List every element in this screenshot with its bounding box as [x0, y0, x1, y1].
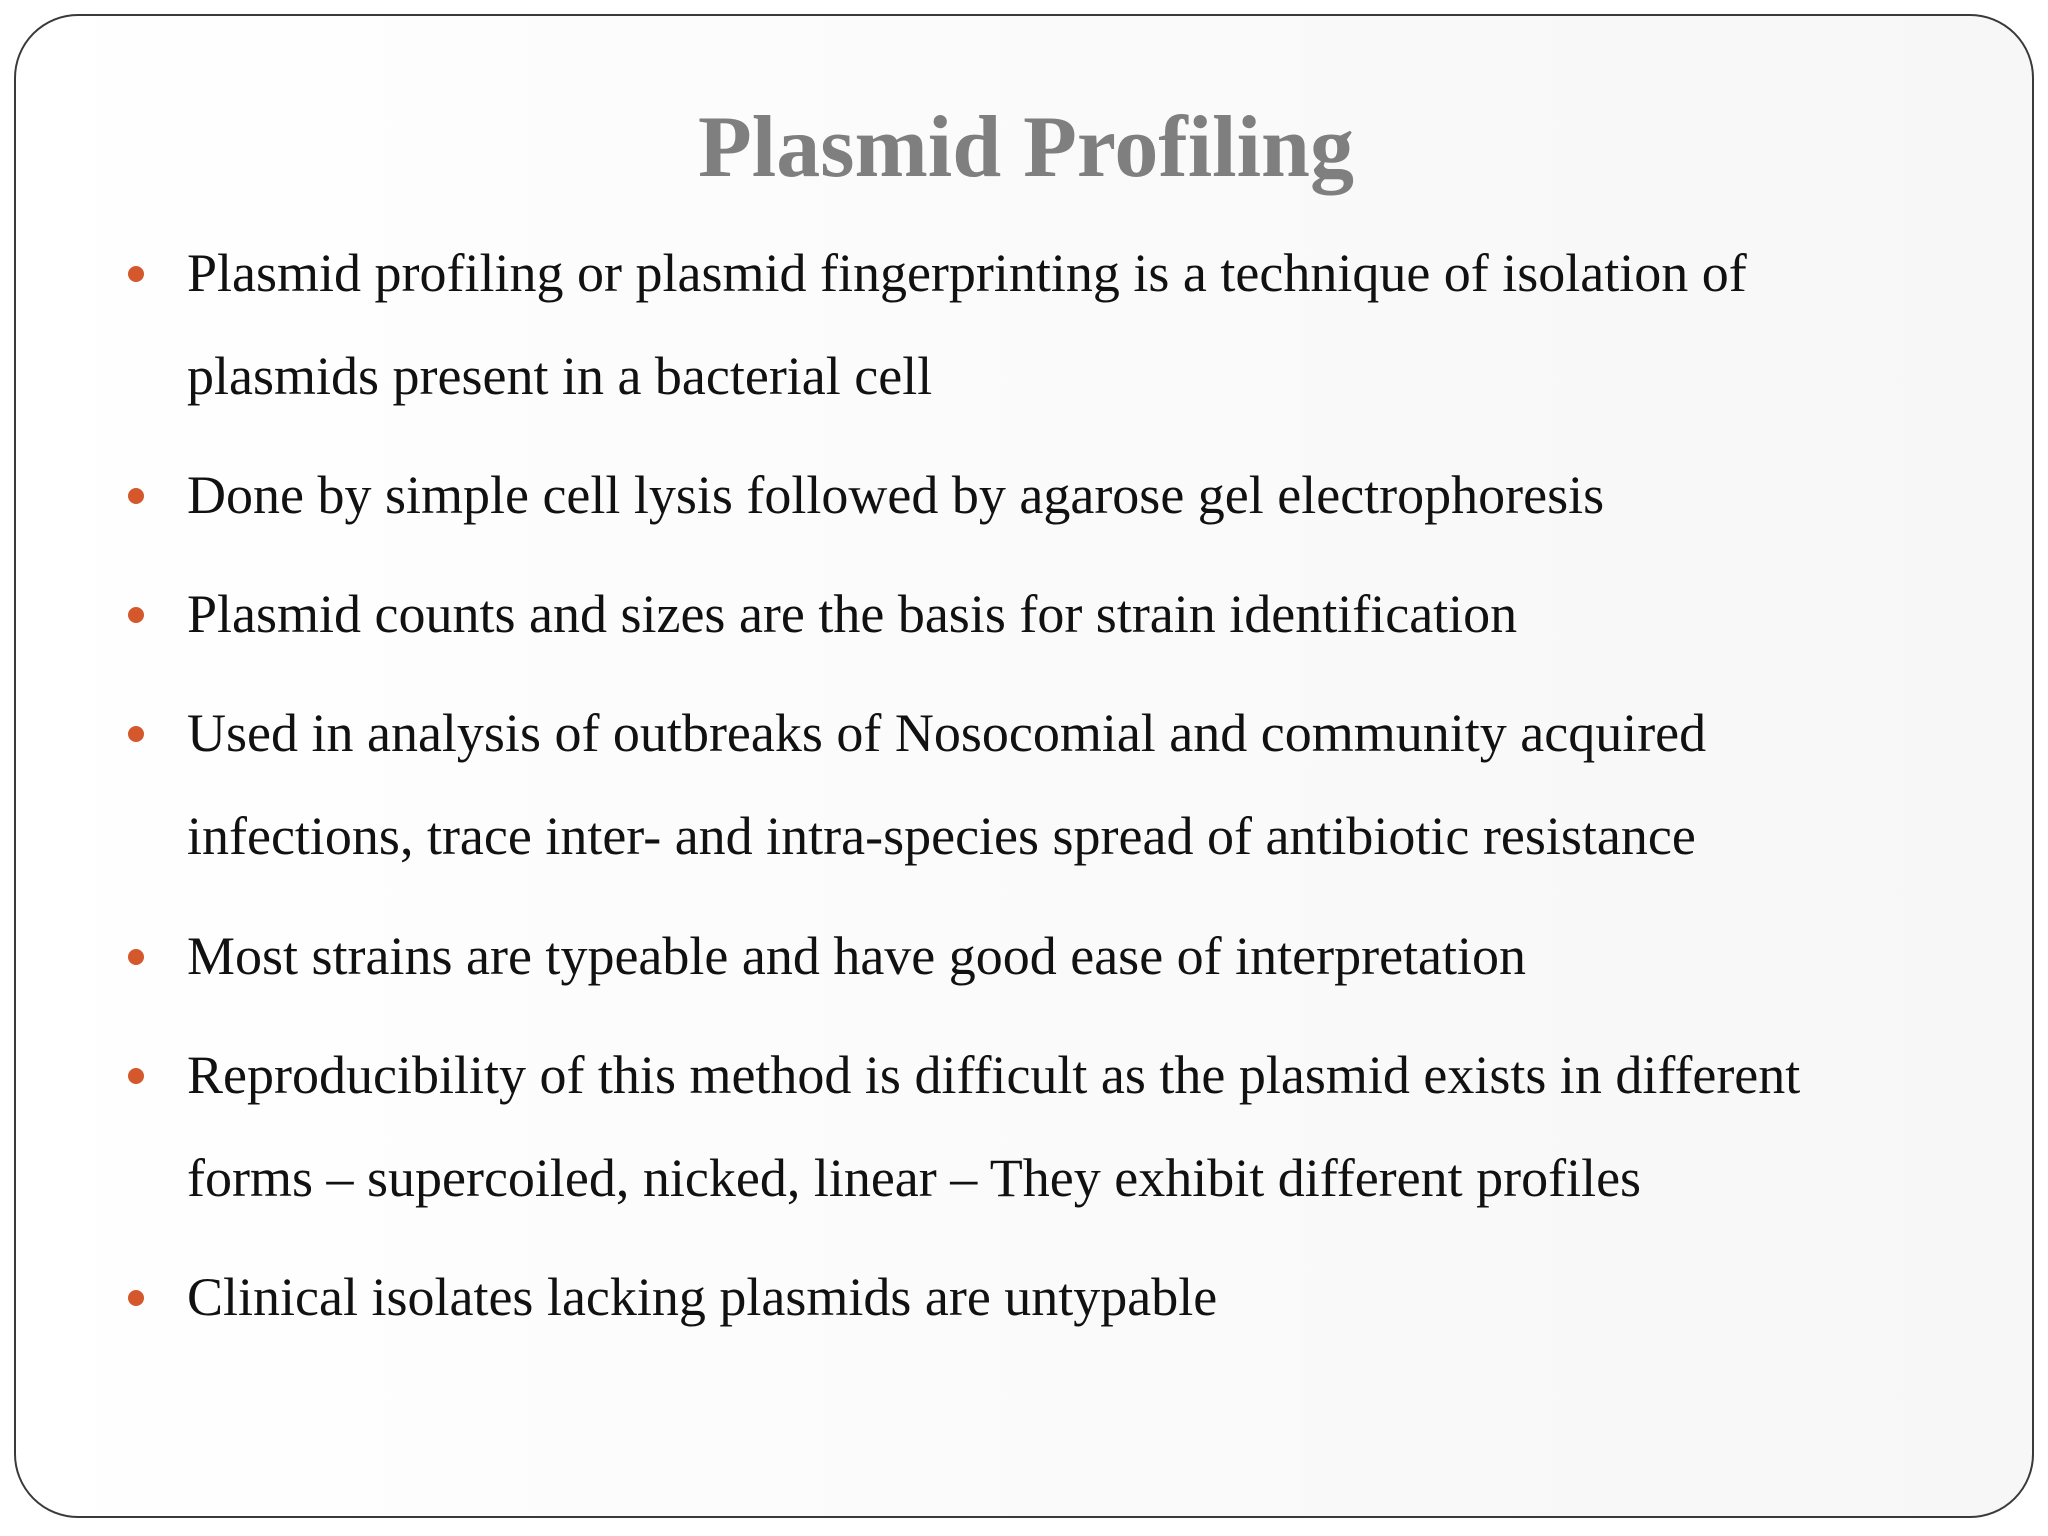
bullet-line: Plasmid counts and sizes are the basis for strain identification [187, 584, 1518, 644]
bullet-dot-icon [128, 266, 144, 282]
bullet-dot-icon [128, 1068, 144, 1084]
bullet-line: Clinical isolates lacking plasmids are untypable [187, 1267, 1218, 1327]
bullet-dot-icon [128, 949, 144, 965]
bullet-line: forms – supercoiled, nicked, linear – They exhibit different profiles [187, 1148, 1642, 1208]
bullet-dot-icon [128, 488, 144, 504]
bullet-text [187, 1024, 1907, 1230]
bullet-dot-icon [128, 607, 144, 623]
bullet-text [187, 444, 1907, 547]
bullet-text [187, 563, 1907, 666]
bullet-dot-icon [128, 726, 144, 742]
bullet-text [187, 222, 1907, 428]
slide [14, 14, 2034, 1518]
bullet-line: Done by simple cell lysis followed by agarose gel electrophoresis [187, 465, 1605, 525]
bullet-text [187, 1246, 1907, 1349]
bullet-line: Reproducibility of this method is difficult as the plasmid exists in different [187, 1045, 1801, 1105]
bullet-line: Most strains are typeable and have good ease of interpretation [187, 926, 1527, 986]
bullet-dot-icon [128, 1290, 144, 1306]
bullet-line: Plasmid profiling or plasmid fingerprinting is a technique of isolation of [187, 243, 1747, 303]
bullet-text [187, 905, 1907, 1008]
bullet-line: infections, trace inter- and intra-species spread of antibiotic resistance [187, 806, 1696, 866]
bullet-line: plasmids present in a bacterial cell [187, 346, 933, 406]
bullet-line: Used in analysis of outbreaks of Nosocomial and community acquired [187, 703, 1707, 763]
slide-title: Plasmid Profiling [698, 99, 1354, 196]
bullet-list [16, 16, 2036, 1520]
bullet-text [187, 682, 1907, 888]
